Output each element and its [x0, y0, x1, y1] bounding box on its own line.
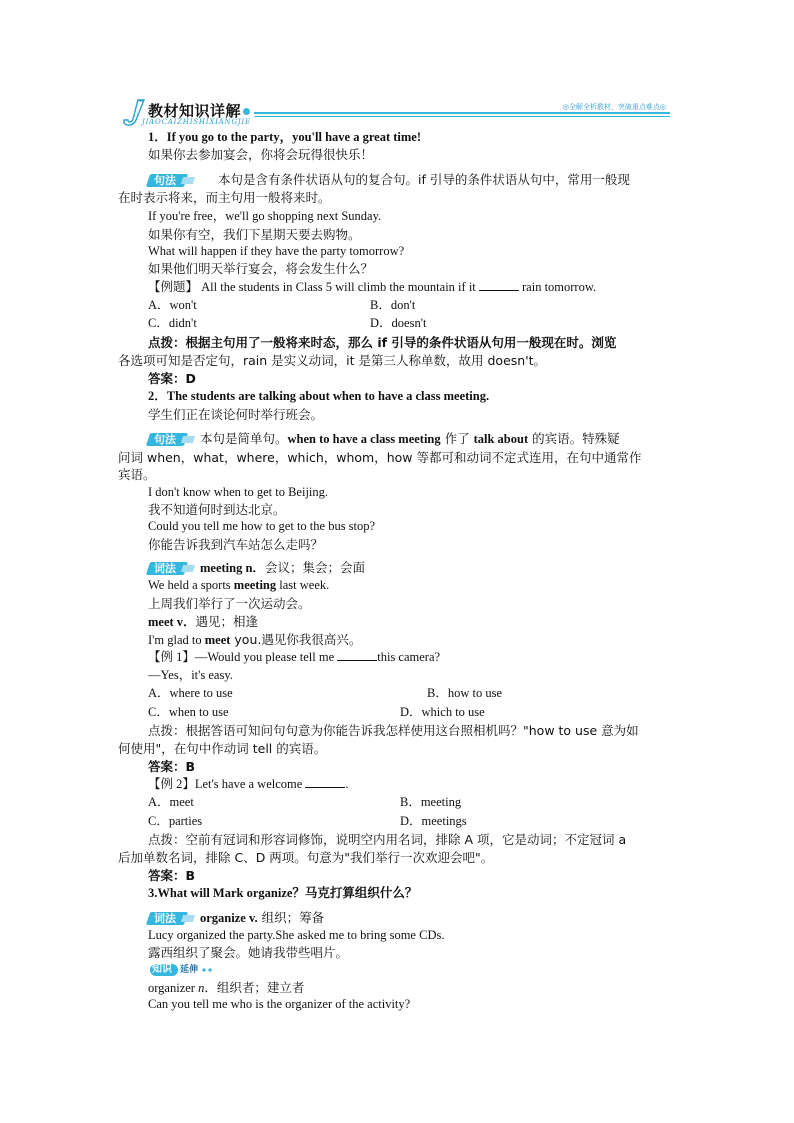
- section-title: 教材知识详解: [148, 100, 250, 121]
- answer-line: 答案：D: [148, 371, 196, 386]
- item-1-sentence: 1．If you go to the party，you'll have a great time!: [148, 130, 422, 144]
- grammar-tag-icon: 句法: [148, 173, 196, 188]
- option-a: A．won't: [148, 298, 197, 312]
- answer-blank: [479, 279, 519, 291]
- exercise-question: 【例 1】—Would you please tell me this camera?: [148, 650, 441, 664]
- exercise-question: 【例题】 All the students in Class 5 will climb the mountain if it rain tomorrow.: [148, 280, 597, 294]
- grammar-note-line: 句法 本句是含有条件状语从句的复合句。if 引导的条件状语从句中，常用一般现: [148, 171, 630, 188]
- header-slogan: ◎全解全析教材，突破重点难点◎: [559, 102, 666, 112]
- option-b: B．how to use: [427, 686, 503, 700]
- grammar-note-line: 问词 when，what，where，which，whom，how 等都可和动词不定式连用，在句中通常作: [118, 450, 642, 465]
- knowledge-extension-icon: 知识 延伸: [148, 963, 218, 977]
- example-translation: 你能告诉我到汽车站怎么走吗？: [148, 537, 324, 552]
- hint-line: 点拨：根据主句用了一般将来时态，那么 if 引导的条件状语从句用一般现在时。浏览: [148, 335, 617, 350]
- item-2-translation: 学生们正在谈论何时举行班会。: [148, 407, 324, 422]
- option-b: B．meeting: [400, 795, 462, 809]
- hint-line: 点拨：根据答语可知问句句意为你能告诉我怎样使用这台照相机吗？"how to use 意为如: [148, 723, 639, 738]
- grammar-tag-icon: 句法: [148, 432, 196, 447]
- option-a: A．where to use: [148, 686, 233, 700]
- exercise-question: 【例 2】Let's have a welcome .: [148, 777, 349, 791]
- vocab-entry: meet v．遇见；相逢: [148, 614, 259, 629]
- example-translation: 上周我们举行了一次运动会。: [148, 596, 311, 611]
- hint-line: 各选项可知是否定句，rain 是实义动词，it 是第三人称单数，故用 doesn't。: [118, 353, 547, 368]
- header-rule-thin: [254, 116, 670, 117]
- hint-line: 后加单数名词，排除 C、D 两项。句意为"我们举行一次欢迎会吧"。: [118, 850, 494, 865]
- grammar-note-line: 在时表示将来，而主句用一般将来时。: [118, 190, 331, 205]
- vocab-tag-icon: 词法: [148, 561, 196, 576]
- option-c: C．didn't: [148, 316, 197, 330]
- grammar-note-line: 句法 本句是简单句。when to have a class meeting 作了 talk about 的宾语。特殊疑: [148, 430, 620, 448]
- example-translation: 露西组织了聚会。她请我带些唱片。: [148, 945, 349, 960]
- option-c: C．parties: [148, 814, 203, 828]
- option-d: D．meetings: [400, 814, 467, 828]
- vocab-note-line: 词法 organize v. 组织；筹备: [148, 909, 324, 927]
- example-sentence: Lucy organized the party.She asked me to bring some CDs.: [148, 928, 445, 942]
- example-sentence: If you're free，we'll go shopping next Sunday.: [148, 209, 382, 223]
- vocab-note-line: 词法 meeting n．会议；集会；会面: [148, 559, 365, 577]
- item-1-translation: 如果你去参加宴会，你将会玩得很快乐！: [148, 147, 374, 162]
- answer-blank: [337, 649, 377, 661]
- example-sentence: I'm glad to meet you.遇见你我很高兴。: [148, 632, 362, 647]
- exercise-reply: —Yes，it's easy.: [148, 668, 233, 682]
- example-sentence: Can you tell me who is the organizer of the activity?: [148, 997, 411, 1011]
- section-header: [118, 98, 670, 130]
- example-translation: 如果你有空，我们下星期天要去购物。: [148, 227, 361, 242]
- example-translation: 如果他们明天举行宴会，将会发生什么？: [148, 261, 374, 276]
- header-rule: [254, 112, 670, 114]
- example-sentence: I don't know when to get to Beijing.: [148, 485, 329, 499]
- grammar-note-line: 宾语。: [118, 467, 156, 482]
- answer-line: 答案：B: [148, 759, 196, 774]
- answer-blank: [305, 776, 345, 788]
- item-2-sentence: 2．The students are talking about when to have a class meeting.: [148, 389, 490, 403]
- section-title-pinyin: JIAOCAIZHISHIXIANGJIE: [142, 118, 251, 126]
- option-c: C．when to use: [148, 705, 229, 719]
- option-b: B．don't: [370, 298, 416, 312]
- vocab-entry: organizer n．组织者；建立者: [148, 980, 305, 995]
- example-sentence: Could you tell me how to get to the bus stop?: [148, 519, 376, 533]
- example-sentence: We held a sports meeting last week.: [148, 578, 330, 592]
- vocab-tag-icon: 词法: [148, 911, 196, 926]
- example-translation: 我不知道何时到达北京。: [148, 502, 286, 517]
- option-d: D．which to use: [400, 705, 485, 719]
- knowledge-extension-tag: [148, 961, 218, 978]
- option-d: D．doesn't: [370, 316, 427, 330]
- hint-line: 点拨：空前有冠词和形容词修饰，说明空内用名词，排除 A 项，它是动词；不定冠词 a: [148, 832, 627, 847]
- item-3-sentence: 3.What will Mark organize？马克打算组织什么？: [148, 886, 418, 900]
- example-sentence: What will happen if they have the party tomorrow?: [148, 244, 405, 258]
- hint-line: 何使用"，在句中作动词 tell 的宾语。: [118, 741, 327, 756]
- answer-line: 答案：B: [148, 868, 196, 883]
- option-a: A．meet: [148, 795, 194, 809]
